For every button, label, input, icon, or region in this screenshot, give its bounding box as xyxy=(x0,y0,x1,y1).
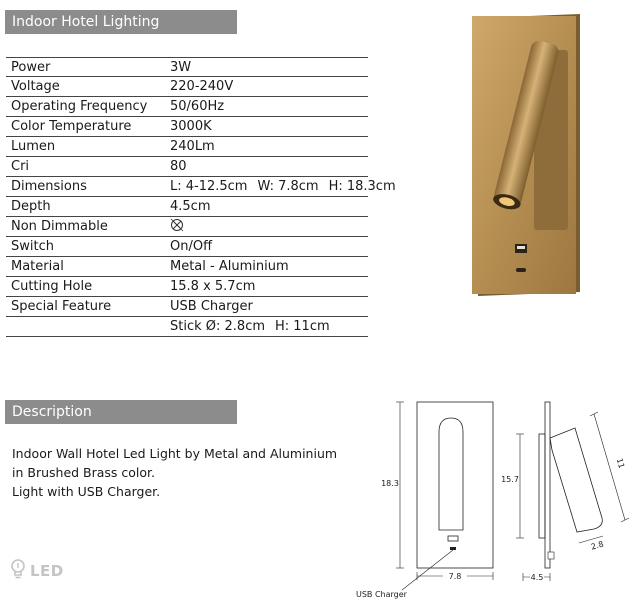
led-label: LED xyxy=(30,562,64,580)
spec-row xyxy=(6,297,368,317)
spec-row xyxy=(6,157,368,177)
spec-value: 4.5cm xyxy=(170,199,211,214)
spec-value: 15.8 x 5.7cm xyxy=(170,279,256,294)
spec-label: Non Dimmable xyxy=(11,219,108,234)
spec-label: Cutting Hole xyxy=(11,279,93,294)
side-tube-outline xyxy=(550,428,602,532)
spec-label: Operating Frequency xyxy=(11,99,148,114)
bulb-icon xyxy=(10,558,26,582)
spec-value xyxy=(170,317,330,337)
spec-label: Lumen xyxy=(11,139,56,154)
spec-label: Power xyxy=(11,60,51,75)
stick-diameter-label: 2.8 xyxy=(589,539,605,552)
depth-label: 4.5 xyxy=(530,573,544,582)
front-plate-outline xyxy=(417,402,493,568)
spec-value xyxy=(170,217,184,237)
spec-label: Dimensions xyxy=(11,179,87,194)
description-heading: Description xyxy=(5,400,237,424)
spec-value-part: H: 11cm xyxy=(275,319,330,334)
spec-value xyxy=(170,177,396,197)
front-tube-outline xyxy=(439,418,463,530)
spec-value: 3000K xyxy=(170,119,212,134)
spec-table xyxy=(6,57,396,337)
description-line: Indoor Wall Hotel Led Light by Metal and Aluminium xyxy=(12,446,338,461)
spec-row xyxy=(6,137,368,157)
spec-row xyxy=(6,217,368,237)
spec-value-part: H: 18.3cm xyxy=(328,179,396,194)
spec-value: 220-240V xyxy=(170,79,234,94)
spec-value-part: L: 4-12.5cm xyxy=(170,179,248,194)
width-label: 7.8 xyxy=(448,572,462,581)
spec-value: On/Off xyxy=(170,239,213,254)
side-recess-outline xyxy=(539,434,545,538)
spec-value: Metal - Aluminium xyxy=(170,259,289,274)
technical-drawing xyxy=(356,390,637,602)
spec-label: Switch xyxy=(11,239,54,254)
spec-value: 240Lm xyxy=(170,139,215,154)
spec-label: Special Feature xyxy=(11,299,112,314)
stick-length-label: 11 xyxy=(614,457,627,470)
description-line: in Brushed Brass color. xyxy=(12,465,156,480)
spec-row xyxy=(6,97,368,117)
spec-label: Material xyxy=(11,259,64,274)
spec-row xyxy=(6,257,368,277)
product-photo xyxy=(430,10,590,300)
spec-value-part: Stick Ø: 2.8cm xyxy=(170,319,265,334)
spec-value-part: W: 7.8cm xyxy=(257,179,319,194)
height-label: 18.3 xyxy=(381,479,399,488)
description-text xyxy=(12,444,337,501)
spec-row xyxy=(6,57,368,77)
spec-row xyxy=(6,177,396,197)
spec-row xyxy=(6,77,368,97)
spec-label: Color Temperature xyxy=(11,119,132,134)
non-dimmable-icon xyxy=(170,218,184,232)
description-line: Light with USB Charger. xyxy=(12,484,161,499)
spec-label: Depth xyxy=(11,199,51,214)
spec-value: 3W xyxy=(170,60,192,75)
header-title: Indoor Hotel Lighting xyxy=(5,10,237,34)
spec-value: 80 xyxy=(170,159,187,174)
spec-value: 50/60Hz xyxy=(170,99,225,114)
cutting-height-label: 15.7 xyxy=(501,475,519,484)
usb-charger-label: USB Charger xyxy=(356,590,407,599)
spec-row xyxy=(6,277,368,297)
spec-value: USB Charger xyxy=(170,299,253,314)
spec-row xyxy=(6,197,368,217)
spec-row xyxy=(6,237,368,257)
spec-label: Voltage xyxy=(11,79,60,94)
side-plate-outline xyxy=(545,402,550,568)
usb-port-outline xyxy=(448,536,458,541)
spec-row xyxy=(6,317,368,337)
spec-label: Cri xyxy=(11,159,30,174)
spec-row xyxy=(6,117,368,137)
